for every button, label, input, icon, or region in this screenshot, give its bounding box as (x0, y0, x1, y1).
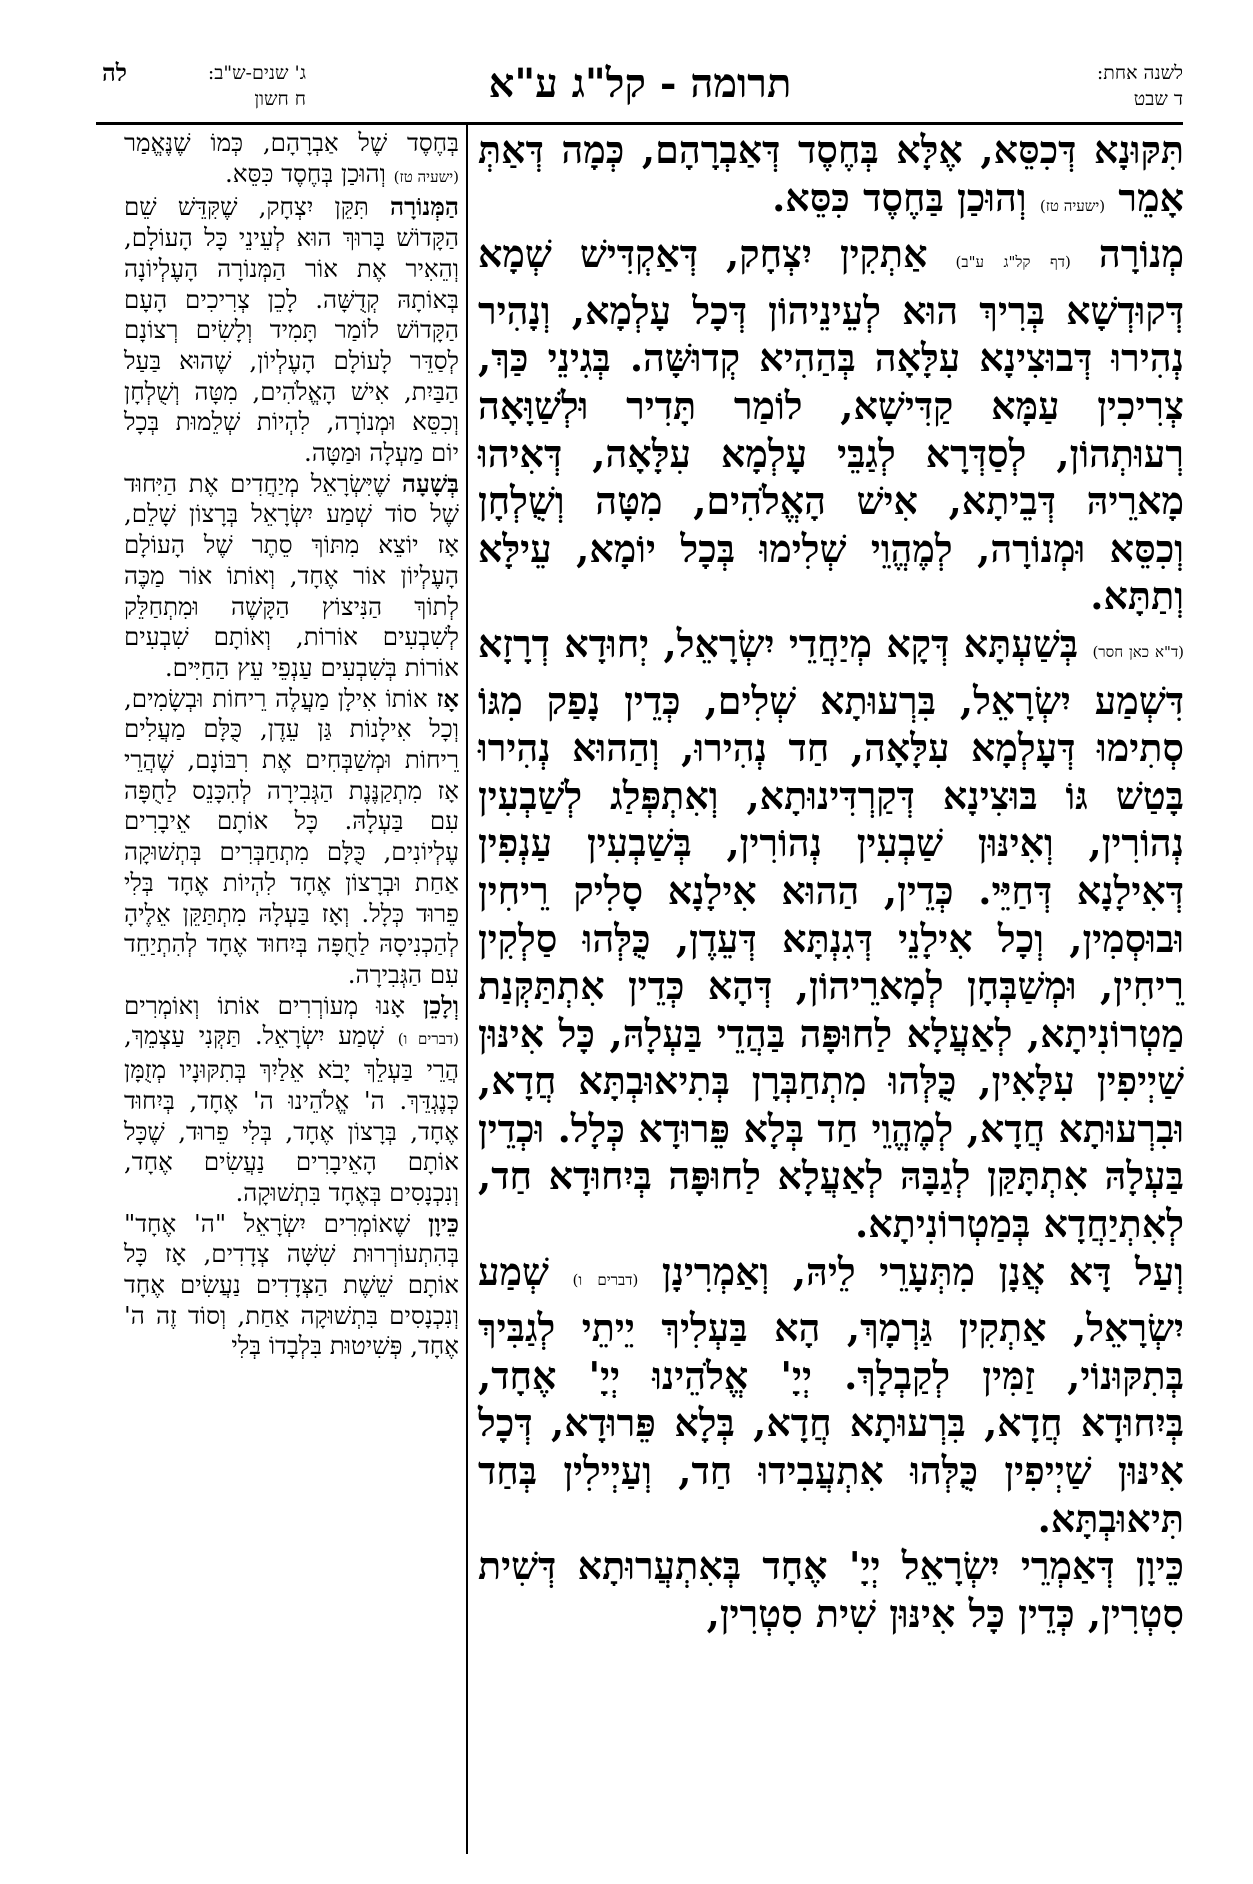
side-citation: (ישעיה טז) (393, 167, 459, 186)
header-one-year-date: ד שבט (1133, 88, 1183, 110)
header-divider (96, 122, 1183, 125)
main-paragraph-5: כֵּיוָן דְּאַמְרֵי יִשְׂרָאֵל יְיָ' אֶחָד בְּאִתְעֲרוּתָא דְּשִׁית סִטְרִין, כְּדֵין כָּל אִינּוּן שִׁית סִטְרִין, (478, 1543, 1184, 1636)
side-paragraph-1: בְּחֶסֶד שֶׁל אַבְרָהָם, כְּמוֹ שֶׁנֶּאֱמַר (ישעיה טז) וְהוּכַן בְּחֶסֶד כִּסֵּא. (124, 128, 459, 188)
main-citation: (דברים ו) (572, 1270, 639, 1289)
header-one-year-label: לשנה אחת: (1096, 62, 1183, 84)
header-right-schedule (1097, 60, 1183, 112)
side-paragraph-2: הַמְּנוֹרָה תִּקֵּן יִצְחָק, שֶׁקִּדֵּשׁ שֵׁם הַקָּדוֹשׁ בָּרוּךְ הוּא לְעֵינֵי כָּל הָעוֹלָם, וְהֵאִיר אֶת אוֹר הַמְּנוֹרָה הָעֶלְיוֹנָה בְּאוֹתָהּ קְדֻשָּׁה. לָכֵן צְרִיכִים הָעָם הַקָּדוֹשׁ לוֹמַר תָּמִיד וְלָשִׂים רְצוֹנָם לְסַדֵּר לָעוֹלָם הָעֶלְיוֹן, שֶׁהוּא בַּעַל הַבַּיִת, אִישׁ הָאֱלֹהִים, מִטָּה וְשֻׁלְחָן וְכִסֵּא וּמְנוֹרָה, לִהְיוֹת שְׁלֵמוּת בְּכָל יוֹם מַעְלָה וּמַטָּה. (124, 192, 459, 468)
hebrew-translation-column (124, 128, 459, 1362)
side-paragraph-5: וְלָכֵן אָנוּ מְעוֹרְרִים אוֹתוֹ וְאוֹמְרִים (דברים ו) שְׁמַע יִשְׂרָאֵל. תַּקְּנִי עַצְמֵךְ, הֲרֵי בַּעְלֵךְ יָבֹא אֵלַיִךְ בְּתִקּוּנָיו מְזֻמָּן כְּנֶגְדֵּךְ. ה' אֱלֹהֵינוּ ה' אֶחָד, בְּיִחוּד אֶחָד, בְּרָצוֹן אֶחָד, בְּלִי פֵרוּד, שֶׁכָּל אוֹתָם הָאֵיבָרִים נַעֲשִׂים אֶחָד, וְנִכְנָסִים בְּאֶחָד בִּתְשׁוּקָה. (124, 990, 459, 1207)
main-paragraph-4: וְעַל דָּא אֲנָן מִתְּעָרֵי לֵיהּ, וְאַמְרִינָן (דברים ו) שְׁמַע יִשְׂרָאֵל, אַתְקִין גַּרְמָךְ, הָא בַּעְלִיךְ יֵיתֵי לְגַבִּיךְ בְּתִקּוּנוֹי, זַמִּין לְקַבְלָךְ. יְיָ' אֱלֹהֵינוּ יְיָ' אֶחָד, בְּיִחוּדָא חֲדָא, בִּרְעוּתָא חֲדָא, בְּלָא פֵּרוּדָא, דְּכָל אִינּוּן שַׁיְיפִין כֻּלְּהוּ אִתְעֲבִידוּ חַד, וְעַיְילִין בְּחַד תִּיאוּבְתָּא. (478, 1248, 1184, 1541)
main-citation: (ד"א כאן חסר) (1092, 642, 1185, 661)
aramaic-text-column (478, 126, 1184, 1637)
page-header (0, 58, 1253, 118)
side-citation: (דברים ו) (397, 1030, 459, 1049)
main-citation: (דף קל"ג ע"ב) (955, 253, 1071, 272)
main-paragraph-2: מְנוֹרָה (דף קל"ג ע"ב) אַתְקִין יִצְחָק, דְּאַקְדִּישׁ שְׁמָא דְּקוּדְשָׁא בְּרִיךְ הוּא לְעֵינֵיהוֹן דְּכָל עָלְמָא, וְנָהִיר נְהִירוּ דְּבוּצִינָא עִלָּאָה בְּהַהִיא קְדוּשָּׁה. בְּגִינֵי כַּךְ, צְרִיכִין עַמָּא קַדִּישָׁא, לוֹמַר תָּדִיר וּלְשַׁוָּאָה רְעוּתְהוֹן, לְסַדְּרָא לְגַבֵּי עָלְמָא עִלָּאָה, דְּאִיהוּ מָארֵיהּ דְּבֵיתָא, אִישׁ הָאֱלֹהִים, מִטָּה וְשֻׁלְחָן וְכִסֵּא וּמְנוֹרָה, לְמֶהֱוֵי שְׁלִימוּ בְּכָל יוֹמָא, עֵילָּא וְתַתָּא. (478, 231, 1184, 619)
main-paragraph-3: (ד"א כאן חסר) בְּשַׁעְתָּא דְּקָא מְיַחֲדֵי יִשְׂרָאֵל, יְחוּדָא דְרָזָא דִּשְׁמַע יִשְׂרָאֵל, בִּרְעוּתָא שְׁלִים, כְּדֵין נָפַק מִגּוֹ סְתִימוּ דְּעָלְמָא עִלָּאָה, חַד נְהִירוּ, וְהַהוּא נְהִירוּ בָּטַשׁ גּוֹ בּוּצִינָא דְּקַרְדִּינוּתָא, וְאִתְפְּלַג לְשַׁבְעִין נְהוֹרִין, וְאִינּוּן שַׁבְעִין נְהוֹרִין, בְּשַׁבְעִין עַנְפִין דְּאִילָנָא דְּחַיֵּי. כְּדֵין, הַהוּא אִילָנָא סָלִיק רֵיחִין וּבוּסְמִין, וְכָל אִילָנֵי דְּגִנְתָּא דְּעֵדֶן, כֻּלְּהוּ סַלְקִין רֵיחִין, וּמְשַׁבְּחָן לְמָארֵיהוֹן, דְּהָא כְּדֵין אִתְתַּקְּנַת מַטְרוֹנִיתָא, לְאַעֲלָא לַחוּפָּה בַּהֲדֵי בַּעְלָהּ, כָּל אִינּוּן שַׁיְיפִין עִלָּאִין, כֻּלְּהוּ מִתְחַבְּרָן בְּתִיאוּבְתָּא חֲדָא, וּבִרְעוּתָא חֲדָא, לְמֶהֱוֵי חַד בְּלָא פֵּרוּדָא כְּלָל. וּכְדֵין בַּעְלָהּ אִתְתָּקַּן לְגַבָּהּ לְאַעֲלָא לַחוּפָּה בְּיִחוּדָא חַד, לְאִתְיַחֲדָא בְּמַטְרוֹנִיתָא. (478, 620, 1185, 1247)
main-paragraph-1: תִּקּוּנָא דְּכִסֵּא, אֶלָּא בְּחֶסֶד דְּאַבְרָהָם, כְּמָה דְּאַתְּ אָמֵר (ישעיה טז) וְהוּכַן בַּחֶסֶד כִּסֵּא. (478, 127, 1184, 220)
side-paragraph-6: כֵּיוָן שֶׁאוֹמְרִים יִשְׂרָאֵל "ה' אֶחָד" בְּהִתְעוֹרְרוּת שִׁשָּׁה צְדָדִים, אָז כָּל אוֹתָם שֵׁשֶׁת הַצְּדָדִים נַעֲשִׂים אֶחָד וְנִכְנָסִים בִּתְשׁוּקָה אַחַת, וְסוֹד זֶה ה' אֶחָד, פְּשִׁיטוּת בִּלְבָדוֹ בְּלִי (124, 1208, 459, 1361)
page-title: תרומה - קל"ג ע"א (488, 60, 792, 107)
side-paragraph-3: בְּשָׁעָה שֶׁיִּשְׂרָאֵל מְיַחֲדִים אֶת הַיִּחוּד שֶׁל סוֹד שְׁמַע יִשְׂרָאֵל בְּרָצוֹן שָׁלֵם, אָז יוֹצֵא מִתּוֹךְ סֵתֶר שֶׁל הָעוֹלָם הָעֶלְיוֹן אוֹר אֶחָד, וְאוֹתוֹ אוֹר מַכֶּה לְתוֹךְ הַנִּיצוֹץ הַקָּשֶׁה וּמִתְחַלֵּק לְשִׁבְעִים אוֹרוֹת, וְאוֹתָם שִׁבְעִים אוֹרוֹת בְּשִׁבְעִים עַנְפֵי עֵץ הַחַיִּים. (124, 468, 459, 682)
column-divider (466, 124, 468, 1854)
side-paragraph-4: אָז אוֹתוֹ אִילָן מַעֲלֶה רֵיחוֹת וּבְשָׂמִים, וְכָל אִילָנוֹת גַּן עֵדֶן, כֻּלָּם מַעֲלִים רֵיחוֹת וּמְשַׁבְּחִים אֶת רִבּוֹנָם, שֶׁהֲרֵי אָז מִתְקַנֶּנֶת הַגְּבִירָה לְהִכָּנֵס לַחֻפָּה עִם בַּעְלָהּ. כָּל אוֹתָם אֵיבָרִים עֶלְיוֹנִים, כֻּלָּם מִתְחַבְּרִים בְּתְשׁוּקָה אַחַת וּבְרָצוֹן אֶחָד לִהְיוֹת אֶחָד בְּלִי פֵרוּד כְּלָל. וְאָז בַּעְלָהּ מִתְתַּקֵּן אֵלֶיהָ לְהַכְנִיסָהּ לַחֻפָּה בְּיִחוּד אֶחָד לְהִתְיַחֵד עִם הַגְּבִירָה. (124, 683, 459, 989)
header-three-year-date: ח חשון (254, 88, 306, 110)
header-left-schedule (106, 60, 306, 112)
main-citation: (ישעיה טז) (1039, 196, 1106, 215)
header-three-year-label: ג' שנים-ש"ב: (207, 62, 306, 84)
page-number: לה (102, 58, 128, 87)
